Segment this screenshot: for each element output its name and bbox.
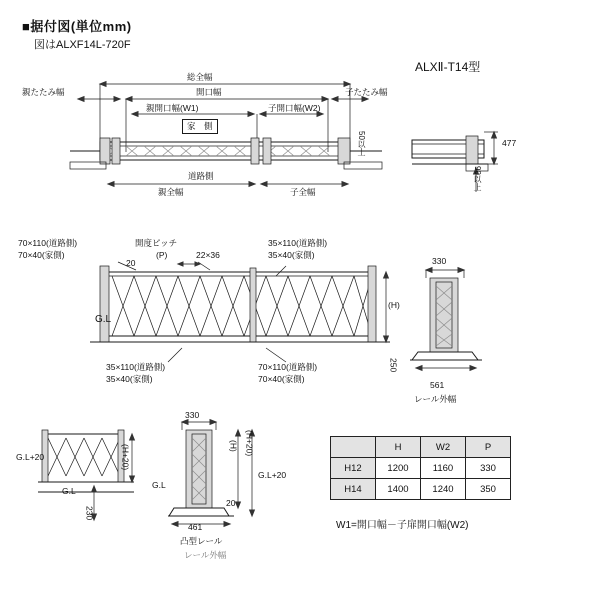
elev-h-label: (H) [388, 300, 400, 310]
col-p: P [466, 437, 511, 458]
cell-h: 1400 [376, 479, 421, 500]
elev-post-road-bottom: 35×110(道路側) [106, 362, 166, 372]
detail-mid-gl: G.L [152, 480, 166, 490]
plan-road-side-label: 道路側 [188, 171, 214, 181]
plan-child-fold-label: 子たたみ幅 [345, 87, 388, 97]
elev-dim-250: 250 [388, 358, 399, 373]
elev-dim-20: 20 [126, 258, 136, 268]
model-label: ALXⅡ-T14型 [415, 60, 481, 74]
elev-post-house-top: 70×40(家側) [18, 250, 65, 260]
detail-mid-rail-sub: レール外幅 [184, 550, 227, 560]
plan-parent-fold-label: 親たたみ幅 [22, 87, 65, 97]
cell-w2: 1240 [421, 479, 466, 500]
detail-mid-view [168, 404, 298, 534]
plan-parent-open-label: 親開口幅(W1) [146, 103, 199, 113]
detail-left-gl: G.L [62, 486, 76, 496]
spec-table-note: W1=開口幅－子扉開口幅(W2) [336, 520, 469, 531]
plan-opening-width-label: 開口幅 [196, 87, 222, 97]
col-blank [331, 437, 376, 458]
elevation-leaders [90, 236, 410, 386]
cell-p: 350 [466, 479, 511, 500]
page-title: ■据付図(単位mm) [22, 19, 132, 34]
side-view [408, 118, 528, 208]
section-rail-outer: レール外幅 [414, 394, 457, 404]
elev-post-road-top: 70×110(道路側) [18, 238, 78, 248]
col-h: H [376, 437, 421, 458]
detail-mid-330: 330 [185, 410, 200, 420]
elev-post-road-top2: 35×110(道路側) [268, 238, 328, 248]
elev-post-road-bottom2: 70×110(道路側) [258, 362, 318, 372]
plan-child-open-label: 子開口幅(W2) [268, 103, 321, 113]
elev-pitch-label: 開度ピッチ [135, 238, 178, 248]
spec-table [330, 436, 511, 500]
detail-left-230: 230 [84, 506, 95, 521]
table-row [331, 458, 511, 479]
detail-left-h20: (H+20) [120, 444, 131, 471]
table-header-row [331, 437, 511, 458]
elev-post-house-bottom: 35×40(家側) [106, 374, 153, 384]
detail-mid-rail-name: 凸型レール [180, 536, 223, 546]
side-dim-477: 477 [502, 138, 517, 148]
elev-dim-22x36: 22×36 [196, 250, 220, 260]
page-subtitle: 図はALXF14L-720F [34, 39, 131, 51]
cell-p: 330 [466, 458, 511, 479]
cell-h: 1200 [376, 458, 421, 479]
elev-post-house-top2: 35×40(家側) [268, 250, 315, 260]
plan-child-full-label: 子全幅 [290, 187, 316, 197]
side-dim-90: 90以上 [473, 166, 482, 191]
col-w2: W2 [421, 437, 466, 458]
detail-left-gl20: G.L+20 [16, 452, 45, 462]
detail-mid-gl20: G.L+20 [258, 470, 287, 480]
detail-mid-h: (H) [228, 440, 239, 452]
detail-mid-20: 20 [226, 498, 236, 508]
plan-parent-full-label: 親全幅 [158, 187, 184, 197]
plan-50-over-label: 50以上 [357, 131, 366, 156]
section-dim-330: 330 [432, 256, 447, 266]
row-name: H14 [331, 479, 376, 500]
detail-mid-461: 461 [188, 522, 203, 532]
section-right-view [408, 256, 548, 396]
detail-mid-h20: (H+20) [244, 430, 255, 457]
cell-w2: 1160 [421, 458, 466, 479]
plan-total-width-label: 総全幅 [187, 72, 213, 82]
elev-post-house-bottom2: 70×40(家側) [258, 374, 305, 384]
table-row [331, 479, 511, 500]
elev-gl-label: G.L [95, 314, 112, 325]
row-name: H12 [331, 458, 376, 479]
elev-pitch-p: (P) [156, 250, 168, 260]
section-dim-561: 561 [430, 380, 445, 390]
plan-house-side-label: 家 側 [182, 119, 218, 134]
